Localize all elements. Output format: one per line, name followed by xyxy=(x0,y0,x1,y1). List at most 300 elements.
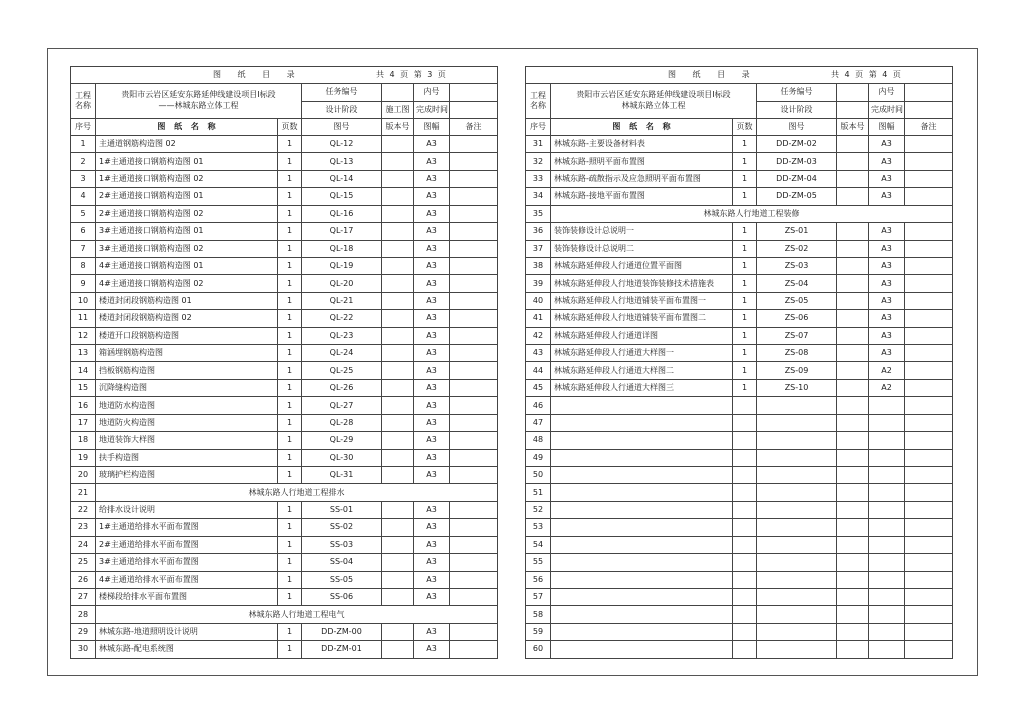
table-row xyxy=(526,536,953,553)
table-row xyxy=(71,257,498,274)
file-number-value xyxy=(905,84,953,102)
sheet-size xyxy=(869,467,905,484)
drawing-number: ZS-03 xyxy=(757,257,837,274)
sheet-size xyxy=(869,536,905,553)
page-count xyxy=(733,623,757,640)
row-number: 46 xyxy=(526,397,551,414)
drawing-number: SS-01 xyxy=(302,501,382,518)
sheet-size: A3 xyxy=(414,536,450,553)
version-cell xyxy=(382,623,414,640)
row-number: 7 xyxy=(71,240,96,257)
row-number: 17 xyxy=(71,414,96,431)
drawing-number: ZS-01 xyxy=(757,223,837,240)
table-row xyxy=(71,467,498,484)
row-number: 9 xyxy=(71,275,96,292)
version-cell xyxy=(837,571,869,588)
version-cell xyxy=(837,484,869,501)
sheet-size: A3 xyxy=(414,623,450,640)
version-cell xyxy=(837,588,869,605)
sheet-size: A3 xyxy=(414,519,450,536)
remark-cell xyxy=(450,240,498,257)
drawing-name: 林城东路-照明平面布置图 xyxy=(551,153,733,170)
version-cell xyxy=(382,641,414,658)
index-header-row xyxy=(71,67,498,84)
column-header-pages: 页数 xyxy=(278,119,302,136)
drawing-name: 3#主通道给排水平面布置图 xyxy=(96,554,278,571)
page-count: 1 xyxy=(278,205,302,222)
sheet-size: A3 xyxy=(869,153,905,170)
sheet-size: A3 xyxy=(869,223,905,240)
version-cell xyxy=(837,501,869,518)
table-row xyxy=(526,188,953,205)
table-row xyxy=(526,571,953,588)
row-number: 52 xyxy=(526,501,551,518)
sheet-size: A3 xyxy=(414,501,450,518)
table-row xyxy=(71,310,498,327)
version-cell xyxy=(382,414,414,431)
version-cell xyxy=(382,467,414,484)
remark-cell xyxy=(905,519,953,536)
version-cell xyxy=(837,397,869,414)
page-count xyxy=(733,606,757,623)
remark-cell xyxy=(905,136,953,153)
remark-cell xyxy=(905,536,953,553)
remark-cell xyxy=(905,188,953,205)
drawing-name: 林城东路延伸段人行通道大样图二 xyxy=(551,362,733,379)
sheet-size: A3 xyxy=(414,188,450,205)
drawing-name xyxy=(551,536,733,553)
row-number: 47 xyxy=(526,414,551,431)
remark-cell xyxy=(905,501,953,518)
table-row xyxy=(526,153,953,170)
page-info: 共 4 页 第 4 页 xyxy=(831,70,901,79)
table-row xyxy=(71,414,498,431)
drawing-name xyxy=(551,554,733,571)
page-count: 1 xyxy=(278,188,302,205)
remark-cell xyxy=(450,414,498,431)
version-cell xyxy=(837,432,869,449)
sheet-size: A3 xyxy=(869,170,905,187)
page-count xyxy=(733,467,757,484)
sheet-size: A3 xyxy=(869,310,905,327)
table-row xyxy=(526,223,953,240)
remark-cell xyxy=(450,257,498,274)
page-count: 1 xyxy=(733,240,757,257)
version-cell xyxy=(382,345,414,362)
table-row xyxy=(526,554,953,571)
remark-cell xyxy=(450,449,498,466)
version-cell xyxy=(382,257,414,274)
table-row xyxy=(526,467,953,484)
drawing-number xyxy=(757,467,837,484)
page-count xyxy=(733,432,757,449)
row-number: 54 xyxy=(526,536,551,553)
table-row xyxy=(526,519,953,536)
version-cell xyxy=(837,623,869,640)
drawing-name xyxy=(551,606,733,623)
sheet-size xyxy=(869,623,905,640)
drawing-name: 玻璃护栏构造图 xyxy=(96,467,278,484)
row-number: 42 xyxy=(526,327,551,344)
remark-cell xyxy=(905,310,953,327)
drawing-name: 楼道封闭段钢筋构造图 02 xyxy=(96,310,278,327)
drawing-number: DD-ZM-00 xyxy=(302,623,382,640)
remark-cell xyxy=(450,275,498,292)
page-count xyxy=(733,397,757,414)
page-count xyxy=(733,536,757,553)
page-count xyxy=(733,588,757,605)
version-cell xyxy=(837,345,869,362)
row-number: 33 xyxy=(526,170,551,187)
drawing-number: SS-06 xyxy=(302,588,382,605)
table-row xyxy=(526,345,953,362)
drawing-name xyxy=(551,467,733,484)
page-count: 1 xyxy=(278,223,302,240)
table-row xyxy=(526,588,953,605)
section-title: 林城东路人行地道工程排水 xyxy=(96,484,498,501)
remark-cell xyxy=(450,136,498,153)
remark-cell xyxy=(905,170,953,187)
drawing-number xyxy=(757,554,837,571)
row-number: 13 xyxy=(71,345,96,362)
drawing-name: 2#主通道接口钢筋构造图 02 xyxy=(96,205,278,222)
drawing-number: QL-13 xyxy=(302,153,382,170)
version-cell xyxy=(382,449,414,466)
sheet-size: A3 xyxy=(869,136,905,153)
page-count: 1 xyxy=(278,519,302,536)
row-number: 51 xyxy=(526,484,551,501)
page-count: 1 xyxy=(278,449,302,466)
version-cell xyxy=(837,519,869,536)
remark-cell xyxy=(905,484,953,501)
row-number: 18 xyxy=(71,432,96,449)
row-number: 40 xyxy=(526,292,551,309)
table-row xyxy=(526,641,953,658)
remark-cell xyxy=(905,379,953,396)
drawing-name: 地道防水构造图 xyxy=(96,397,278,414)
row-number: 27 xyxy=(71,588,96,605)
sheet-size: A3 xyxy=(414,588,450,605)
version-cell xyxy=(382,136,414,153)
project-row xyxy=(71,84,498,102)
row-number: 38 xyxy=(526,257,551,274)
completion-label: 完成时间 xyxy=(414,101,450,119)
row-number: 56 xyxy=(526,571,551,588)
sheet-size: A3 xyxy=(414,292,450,309)
drawing-name xyxy=(551,449,733,466)
table-row xyxy=(71,223,498,240)
table-row xyxy=(526,275,953,292)
remark-cell xyxy=(450,432,498,449)
drawing-number xyxy=(757,432,837,449)
index-header-cell xyxy=(71,67,498,84)
remark-cell xyxy=(450,397,498,414)
drawing-number: QL-27 xyxy=(302,397,382,414)
drawing-number: QL-25 xyxy=(302,362,382,379)
sheet-size: A3 xyxy=(869,345,905,362)
drawing-number: SS-03 xyxy=(302,536,382,553)
drawing-name: 挡板钢筋构造图 xyxy=(96,362,278,379)
drawing-number: QL-26 xyxy=(302,379,382,396)
table-row xyxy=(71,153,498,170)
remark-cell xyxy=(450,536,498,553)
drawing-name: 林城东路延伸段人行地道铺装平面布置图二 xyxy=(551,310,733,327)
drawing-name xyxy=(551,519,733,536)
drawing-number: ZS-05 xyxy=(757,292,837,309)
table-row xyxy=(71,345,498,362)
drawing-name: 2#主通道给排水平面布置图 xyxy=(96,536,278,553)
table-row xyxy=(71,432,498,449)
drawing-number xyxy=(757,449,837,466)
drawing-name: 林城东路延伸段人行通道大样图一 xyxy=(551,345,733,362)
page-count: 1 xyxy=(278,467,302,484)
page-count: 1 xyxy=(278,170,302,187)
drawing-name: 4#主通道接口钢筋构造图 02 xyxy=(96,275,278,292)
drawing-name: 1#主通道给排水平面布置图 xyxy=(96,519,278,536)
column-header-drawing-number: 图号 xyxy=(757,119,837,136)
file-number-value xyxy=(450,84,498,102)
table-row xyxy=(71,623,498,640)
column-header-drawing-number: 图号 xyxy=(302,119,382,136)
page-count: 1 xyxy=(278,362,302,379)
version-cell xyxy=(837,240,869,257)
page-count xyxy=(733,641,757,658)
page-count: 1 xyxy=(278,327,302,344)
drawing-name: 地道装饰大样图 xyxy=(96,432,278,449)
row-number: 10 xyxy=(71,292,96,309)
row-number: 60 xyxy=(526,641,551,658)
page-count: 1 xyxy=(278,275,302,292)
drawing-name xyxy=(551,588,733,605)
project-name xyxy=(551,84,757,119)
row-number: 16 xyxy=(71,397,96,414)
sheet-size: A3 xyxy=(414,449,450,466)
column-header-name: 图 纸 名 称 xyxy=(96,119,278,136)
table-row xyxy=(526,362,953,379)
index-title: 图 纸 目 录 xyxy=(668,70,750,79)
page-count: 1 xyxy=(733,170,757,187)
drawing-number: QL-14 xyxy=(302,170,382,187)
version-cell xyxy=(382,205,414,222)
row-number: 2 xyxy=(71,153,96,170)
drawing-name xyxy=(551,397,733,414)
table-row xyxy=(71,292,498,309)
table-row xyxy=(71,327,498,344)
sheet-size: A3 xyxy=(414,467,450,484)
page-count: 1 xyxy=(278,136,302,153)
drawing-number xyxy=(757,484,837,501)
version-cell xyxy=(382,327,414,344)
version-cell xyxy=(382,588,414,605)
table-row xyxy=(71,536,498,553)
sheet-size: A3 xyxy=(869,292,905,309)
row-number: 24 xyxy=(71,536,96,553)
page-count: 1 xyxy=(733,379,757,396)
table-row xyxy=(526,606,953,623)
table-row xyxy=(526,432,953,449)
row-number: 48 xyxy=(526,432,551,449)
page-count: 1 xyxy=(278,379,302,396)
version-cell xyxy=(837,310,869,327)
design-stage-value: 施工图 xyxy=(382,101,414,119)
drawing-name: 3#主通道接口钢筋构造图 01 xyxy=(96,223,278,240)
column-header-remark: 备注 xyxy=(450,119,498,136)
table-row xyxy=(526,292,953,309)
remark-cell xyxy=(905,362,953,379)
remark-cell xyxy=(450,501,498,518)
project-name xyxy=(96,84,302,119)
remark-cell xyxy=(450,292,498,309)
drawing-name xyxy=(551,571,733,588)
project-label: 工程名称 xyxy=(71,84,96,119)
table-row xyxy=(71,275,498,292)
sheet-size xyxy=(869,432,905,449)
version-cell xyxy=(382,571,414,588)
table-row xyxy=(71,641,498,658)
drawing-number xyxy=(757,414,837,431)
remark-cell xyxy=(905,275,953,292)
sheet-size xyxy=(869,484,905,501)
column-header-name: 图 纸 名 称 xyxy=(551,119,733,136)
version-cell xyxy=(382,397,414,414)
drawing-number: SS-04 xyxy=(302,554,382,571)
page-count: 1 xyxy=(278,345,302,362)
drawing-name: 林城东路延伸段人行地道铺装平面布置图一 xyxy=(551,292,733,309)
sheet-size: A3 xyxy=(414,257,450,274)
drawing-number: QL-28 xyxy=(302,414,382,431)
drawing-name xyxy=(551,484,733,501)
remark-cell xyxy=(450,223,498,240)
table-row xyxy=(526,414,953,431)
row-number: 45 xyxy=(526,379,551,396)
sheet-size xyxy=(869,397,905,414)
version-cell xyxy=(837,414,869,431)
drawing-name: 林城东路-配电系统图 xyxy=(96,641,278,658)
drawing-number: DD-ZM-03 xyxy=(757,153,837,170)
sheet-size xyxy=(869,554,905,571)
sheet-size: A3 xyxy=(414,345,450,362)
page-count xyxy=(733,449,757,466)
remark-cell xyxy=(450,327,498,344)
drawing-number: SS-05 xyxy=(302,571,382,588)
remark-cell xyxy=(450,205,498,222)
remark-cell xyxy=(905,345,953,362)
remark-cell xyxy=(450,345,498,362)
remark-cell xyxy=(905,432,953,449)
index-header-cell xyxy=(526,67,953,84)
version-cell xyxy=(382,519,414,536)
column-header-row xyxy=(526,119,953,136)
remark-cell xyxy=(905,623,953,640)
page-count: 1 xyxy=(278,571,302,588)
remark-cell xyxy=(905,467,953,484)
remark-cell xyxy=(450,571,498,588)
page-count: 1 xyxy=(733,292,757,309)
row-number: 1 xyxy=(71,136,96,153)
table-row xyxy=(526,310,953,327)
completion-value xyxy=(905,101,953,119)
table-row xyxy=(71,397,498,414)
project-name-line1: 贵阳市云岩区延安东路延伸线建设项目I标段 xyxy=(121,90,276,100)
drawing-number: SS-02 xyxy=(302,519,382,536)
drawing-name: 林城东路-地道照明设计说明 xyxy=(96,623,278,640)
row-number: 50 xyxy=(526,467,551,484)
drawing-number: ZS-07 xyxy=(757,327,837,344)
table-row xyxy=(526,484,953,501)
version-cell xyxy=(837,449,869,466)
column-header-size: 图幅 xyxy=(869,119,905,136)
drawing-name: 林城东路延伸段人行通道详图 xyxy=(551,327,733,344)
drawing-number xyxy=(757,641,837,658)
drawing-name: 林城东路延伸段人行通道位置平面图 xyxy=(551,257,733,274)
table-row xyxy=(71,519,498,536)
table-row xyxy=(526,379,953,396)
page-count: 1 xyxy=(733,345,757,362)
index-header-row xyxy=(526,67,953,84)
drawing-number: DD-ZM-05 xyxy=(757,188,837,205)
version-cell xyxy=(837,170,869,187)
sheet-size: A3 xyxy=(414,136,450,153)
section-title: 林城东路人行地道工程装修 xyxy=(551,205,953,222)
file-number-label: 内号 xyxy=(414,84,450,102)
drawing-name: 楼道开口段钢筋构造图 xyxy=(96,327,278,344)
page-count: 1 xyxy=(733,275,757,292)
drawing-index-table-page-3 xyxy=(70,66,498,659)
drawing-number xyxy=(757,501,837,518)
table-row xyxy=(71,362,498,379)
table-row xyxy=(71,588,498,605)
drawing-number: QL-21 xyxy=(302,292,382,309)
row-number: 39 xyxy=(526,275,551,292)
page-count: 1 xyxy=(733,327,757,344)
page-count: 1 xyxy=(733,257,757,274)
drawing-name: 林城东路-接地平面布置图 xyxy=(551,188,733,205)
sheet-size: A3 xyxy=(869,327,905,344)
project-name-line2: 林城东路立体工程 xyxy=(621,101,686,110)
drawing-number xyxy=(757,606,837,623)
page-count: 1 xyxy=(733,223,757,240)
table-row xyxy=(71,501,498,518)
project-name-line2: ——林城东路立体工程 xyxy=(158,101,239,110)
row-number: 25 xyxy=(71,554,96,571)
sheet-size: A3 xyxy=(414,205,450,222)
drawing-number: QL-18 xyxy=(302,240,382,257)
sheet-size: A3 xyxy=(414,275,450,292)
drawing-number: QL-12 xyxy=(302,136,382,153)
version-cell xyxy=(382,275,414,292)
version-cell xyxy=(837,467,869,484)
remark-cell xyxy=(450,170,498,187)
version-cell xyxy=(382,292,414,309)
page-count: 1 xyxy=(278,310,302,327)
table-row xyxy=(526,397,953,414)
column-header-pages: 页数 xyxy=(733,119,757,136)
version-cell xyxy=(382,240,414,257)
page-count: 1 xyxy=(733,153,757,170)
project-label: 工程名称 xyxy=(526,84,551,119)
drawing-name: 林城东路-主要设备材料表 xyxy=(551,136,733,153)
version-cell xyxy=(837,641,869,658)
remark-cell xyxy=(905,449,953,466)
page-count: 1 xyxy=(278,623,302,640)
sheet-size xyxy=(869,519,905,536)
remark-cell xyxy=(905,153,953,170)
section-title: 林城东路人行地道工程电气 xyxy=(96,606,498,623)
page-count: 1 xyxy=(278,588,302,605)
version-cell xyxy=(837,223,869,240)
row-number: 32 xyxy=(526,153,551,170)
drawing-number xyxy=(757,623,837,640)
